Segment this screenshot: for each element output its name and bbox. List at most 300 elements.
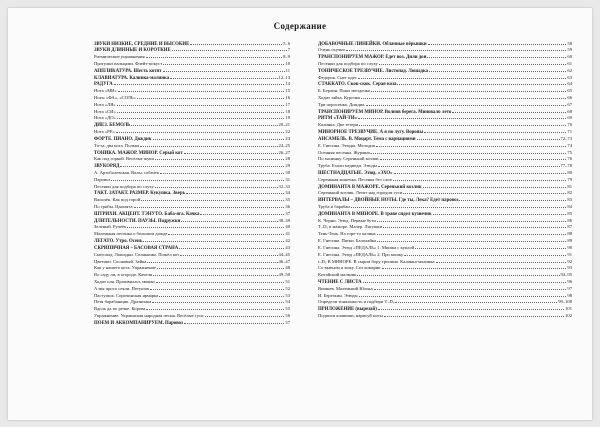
toc-entry <box>94 264 290 271</box>
toc-leader-dots <box>459 196 566 202</box>
toc-entry-title: По грибы. Цыплята <box>94 204 133 209</box>
toc-entry-title: Нота «СИ» <box>94 108 116 114</box>
toc-leader-dots <box>383 223 566 229</box>
toc-entry-page: 14 <box>285 81 290 87</box>
toc-entry-title: Е. Гнесина. Пятки. Балалайка <box>318 238 376 244</box>
toc-entry-page: 88 <box>567 231 572 237</box>
toc-leader-dots <box>120 162 284 168</box>
toc-entry <box>94 277 290 284</box>
toc-entry-title: И. Березкин. Этюды <box>318 292 358 298</box>
toc-entry-page: 35 <box>285 197 290 203</box>
toc-entry-title: СТАККАТО. Скок-скок. Серая коза <box>318 82 397 88</box>
toc-leader-dots <box>428 39 567 45</box>
toc-leader-dots <box>378 305 564 311</box>
toc-leader-dots <box>111 175 284 181</box>
toc-entry-page: 17 <box>285 101 290 107</box>
toc-entry <box>318 209 572 216</box>
toc-entry-title: ДИЕЗ. БЕМОЛЬ <box>94 123 131 129</box>
toc-entry-page: 51 <box>285 278 290 284</box>
toc-leader-dots <box>378 162 560 168</box>
toc-entry-page: 15 <box>285 88 290 94</box>
toc-entry <box>318 53 572 60</box>
toc-entry-title: Труба и барабан <box>318 204 350 209</box>
toc-leader-dots <box>200 209 284 215</box>
toc-entry-title: Паровоз <box>94 176 111 182</box>
toc-entry <box>94 107 290 114</box>
toc-leader-dots <box>159 291 284 297</box>
toc-entry-page: 18 <box>285 108 290 114</box>
toc-leader-dots <box>393 175 567 181</box>
toc-leader-dots <box>160 168 284 174</box>
toc-entry-title: Как у нашего кота. Упражнение <box>94 265 157 271</box>
toc-entry-page: 10 <box>285 60 290 66</box>
toc-entry-title: Маленькая песенка о большом дожде <box>94 231 168 237</box>
toc-entry-title: А мы просо сеяли. Петушок <box>94 285 150 291</box>
toc-entry-page: 43 <box>285 244 290 250</box>
toc-entry-title: Нота «ЛЯ» <box>94 101 116 107</box>
toc-entry-title: Серенькая кошечка. Песенка без слов <box>318 176 392 182</box>
toc-entry-page: 98 <box>567 292 572 298</box>
toc-entry-title: Во саду ли, в огороде. Качели <box>94 272 153 278</box>
toc-entry <box>94 134 290 141</box>
toc-entry-page: 16 <box>285 95 290 100</box>
toc-entry-title: РАДУГА <box>94 82 113 88</box>
toc-entry <box>94 59 290 66</box>
toc-entry-title: А. Артоболевская. Вальс собачек <box>94 169 159 175</box>
toc-leader-dots <box>358 73 567 79</box>
toc-entry-title: Василёк. Как под горой <box>94 197 141 203</box>
toc-leader-dots <box>404 250 566 256</box>
toc-leader-dots <box>361 94 566 100</box>
toc-leader-dots <box>452 107 566 113</box>
toc-entry <box>318 59 572 66</box>
toc-entry-page: 34 <box>285 190 290 196</box>
toc-entry-page: 96 <box>567 278 572 284</box>
toc-entry-page: 87 <box>567 224 572 230</box>
toc-entry-title: Вишнев. Маленький Юлька <box>318 285 373 291</box>
document-page <box>8 8 592 420</box>
toc-entry <box>318 39 572 46</box>
toc-entry-title: ШЕСТНАДЦАТЫЕ. Этюд. «ЭХО» <box>318 170 393 176</box>
toc-entry-title: Нота «МИ» <box>94 88 117 94</box>
toc-leader-dots <box>384 312 564 318</box>
toc-entry <box>94 155 290 162</box>
toc-entry-title: Тень-Тень. На горе-то калина <box>318 231 376 237</box>
toc-leader-dots <box>153 271 277 277</box>
toc-entry-page: 86 <box>567 217 572 223</box>
toc-leader-dots <box>359 291 567 297</box>
toc-entry-page: 63 <box>567 74 572 80</box>
toc-leader-dots <box>168 230 284 236</box>
toc-entry-title: ЧТЕНИЕ С ЛИСТА <box>318 279 362 285</box>
toc-entry <box>318 73 572 80</box>
toc-entry-title: АППЛИКАТУРА. Шесть котят <box>94 68 162 74</box>
toc-entry-page: 66 <box>567 95 572 100</box>
toc-entry-page: 102 <box>565 313 572 318</box>
toc-entry-page: 31 <box>285 176 290 182</box>
toc-entry-page: 92 <box>567 258 572 264</box>
toc-entry-title: Три поросенка. Дождик <box>318 101 365 107</box>
toc-entry-title: Ноты «ФА», «СОЛЬ» <box>94 95 136 100</box>
toc-entry-page: 19 <box>285 115 290 121</box>
toc-entry-page: 61 <box>567 60 572 66</box>
toc-leader-dots <box>156 277 285 283</box>
toc-entry-title: Осенняя песенка. Журавль <box>318 149 371 155</box>
toc-leader-dots <box>179 243 284 249</box>
toc-entry-page: 83 <box>567 197 572 203</box>
toc-entry-title: ЛЕГАТО. Утро. Осень <box>94 239 143 245</box>
toc-entry-title: КЛАВИАТУРА. Калинка-малинка <box>94 75 170 81</box>
toc-entry-title: Е. Гнесина. Этюды. Мелодия <box>318 142 375 148</box>
toc-entry-title: t–D₇ В МИНОРЕ. В сыром бору тропина. Калинка-малинка <box>318 258 435 264</box>
toc-leader-dots <box>140 141 277 147</box>
toc-entry-page: 44–45 <box>278 251 290 257</box>
toc-entry <box>94 230 290 237</box>
toc-entry-page: 99–100 <box>558 299 572 305</box>
toc-entry-page: 40 <box>285 224 290 230</box>
toc-leader-dots <box>403 189 566 195</box>
toc-entry <box>94 271 290 278</box>
toc-entry-title: Петя барабанщик. Дразнилка <box>94 299 152 305</box>
toc-entry <box>318 298 572 305</box>
toc-entry <box>318 155 572 162</box>
toc-leader-dots <box>371 87 567 93</box>
toc-entry-title: ПРИЛОЖЕНИЕ (вырезай) <box>318 307 377 313</box>
toc-leader-dots <box>382 264 567 270</box>
toc-leader-dots <box>424 128 566 134</box>
toc-entry-page: 55 <box>285 306 290 312</box>
toc-entry-page: 37 <box>285 210 290 216</box>
toc-entry-page: 65 <box>567 88 572 94</box>
toc-entry-title: ДОБАВОЧНЫЕ ЛИНЕЙКИ. Облачные пёрышки <box>318 41 427 47</box>
toc-leader-dots <box>157 264 284 270</box>
toc-entry-title: Упражнение. Украинская народная песня. Весёлые гуси <box>94 313 204 318</box>
toc-entry-page: 30 <box>285 169 290 175</box>
toc-leader-dots <box>117 107 285 113</box>
toc-leader-dots <box>141 196 284 202</box>
toc-entry-title: Песенки для подбора по слуху <box>318 60 378 66</box>
toc-entry-page: 70 <box>567 122 572 128</box>
toc-leader-dots <box>377 230 567 236</box>
toc-leader-dots <box>172 46 287 52</box>
toc-entry-page: 64 <box>567 81 572 87</box>
toc-entry-page: 52 <box>285 285 290 291</box>
toc-entry-page: 67 <box>567 101 572 107</box>
toc-entry-title: Нота «РЕ» <box>94 129 115 135</box>
toc-entry-title: Ритмические упражнения <box>94 54 145 60</box>
toc-entry-title: СКРИПИЧНАЯ – БАСОВАЯ СТРАНА <box>94 245 179 251</box>
toc-entry <box>94 203 290 210</box>
toc-entry-title: Калинка. Две тетери <box>318 122 359 128</box>
toc-entry <box>94 223 290 230</box>
toc-entry-title: Та-та, два кота. Полька <box>94 142 140 148</box>
toc-entry-page: 91 <box>567 251 572 257</box>
toc-entry <box>94 162 290 169</box>
toc-entry <box>94 257 290 264</box>
toc-entry-page: 26–27 <box>278 149 290 155</box>
toc-entry-title: ФОРТЕ. ПИАНО. Дождик <box>94 136 152 142</box>
toc-entry <box>94 121 290 128</box>
toc-entry-page: 11 <box>285 67 290 73</box>
toc-leader-dots <box>205 312 285 318</box>
toc-leader-dots <box>163 66 285 72</box>
toc-entry <box>94 182 290 189</box>
toc-entry-page: 38–39 <box>278 217 290 223</box>
toc-entry-title: ТОНИКА. МАЖОР. МИНОР. Серый кот <box>94 150 183 156</box>
toc-entry-page: 89 <box>567 238 572 244</box>
toc-entry-page: 32–33 <box>278 183 290 189</box>
toc-entry <box>318 271 572 278</box>
toc-entry-title: ТОНИЧЕСКОЕ ТРЕЗВУЧИЕ. Листопад. Лошадка <box>318 68 429 74</box>
toc-entry <box>94 175 290 182</box>
toc-leader-dots <box>363 277 567 283</box>
toc-entry-title: ДОМИНАНТА В МАЖОРЕ. Серенький козлик <box>318 184 422 190</box>
toc-leader-dots <box>184 318 284 324</box>
toc-entry-title: ЗВУКИ ДЛИННЫЕ И КОРОТКИЕ <box>94 48 171 54</box>
toc-leader-dots <box>366 100 567 106</box>
toc-leader-dots <box>371 148 566 154</box>
toc-leader-dots <box>146 53 283 59</box>
toc-entry-page: 90 <box>567 244 572 250</box>
toc-entry <box>318 87 572 94</box>
toc-entry-title: МИНОРНОЕ ТРЕЗВУЧИЕ. А я по лугу. Вороны <box>318 130 424 136</box>
toc-leader-dots <box>395 298 557 304</box>
toc-entry-page: 7 <box>287 47 290 53</box>
toc-entry <box>318 223 572 230</box>
toc-entry-title: Как под горкой. Весёлые жуки <box>94 156 154 162</box>
toc-entry-page: 74 <box>567 142 572 148</box>
toc-entry <box>94 87 290 94</box>
toc-entry-title: Зеленый. Ручеёк <box>94 224 127 230</box>
toc-entry <box>318 216 572 223</box>
toc-entry-title: Серенький козлик. Летит над городом гуси <box>318 190 403 196</box>
toc-leader-dots <box>127 223 284 229</box>
toc-leader-dots <box>163 59 284 65</box>
toc-leader-dots <box>147 257 277 263</box>
toc-entry-title: ИНТЕРВАЛЫ – ДВОЙНЫЕ НОТЫ. Где ты, Лека? Едет паровоз <box>318 198 459 204</box>
toc-entry-title: Очень скучно <box>318 47 345 53</box>
toc-leader-dots <box>146 305 284 311</box>
toc-entry <box>94 250 290 257</box>
toc-entry-title: Ходит оля. Прошвилась звонко <box>94 278 155 284</box>
toc-entry <box>94 298 290 305</box>
toc-entry-title: ДОМИНАНТА В МИНОРЕ. В траве сидел кузнечик <box>318 211 432 217</box>
toc-entry-page: 76 <box>567 156 572 162</box>
toc-leader-dots <box>117 114 285 120</box>
toc-left-column <box>94 39 290 325</box>
toc-leader-dots <box>116 128 285 134</box>
toc-entry-page: 20–21 <box>278 122 290 128</box>
toc-entry <box>94 196 290 203</box>
toc-entry-title: Пастушок. Сорочинская ярмарка <box>94 292 159 298</box>
toc-entry-page: 81 <box>567 183 572 189</box>
toc-entry <box>94 94 290 101</box>
toc-entry <box>94 291 290 298</box>
toc-leader-dots <box>423 182 567 188</box>
toc-leader-dots <box>131 121 277 127</box>
toc-entry-page: 79 <box>567 176 572 182</box>
toc-leader-dots <box>184 148 278 154</box>
toc-leader-dots <box>150 284 284 290</box>
toc-entry <box>318 100 572 107</box>
toc-entry <box>318 141 572 148</box>
toc-list-right <box>318 39 572 318</box>
toc-entry-title: ТРАНСПОНИРУЕМ МАЖОР. Едет воз. Дили дон <box>318 55 427 61</box>
toc-entry-page: 84 <box>567 204 572 209</box>
toc-leader-dots <box>357 271 559 277</box>
toc-entry-page: 60 <box>567 54 572 60</box>
toc-entry-title: РИТМ «ТАЙ-ТИ» <box>318 116 358 122</box>
toc-leader-dots <box>351 203 567 209</box>
toc-entry-page: 24–25 <box>278 142 290 148</box>
toc-leader-dots <box>429 66 566 72</box>
toc-entry <box>318 162 572 169</box>
toc-entry <box>318 257 572 264</box>
toc-entry-title: Б. Берлин. Пони звездочка <box>318 88 370 94</box>
toc-entry-title: Подписи клавиши, нарисуй ноты <box>318 313 383 318</box>
toc-entry-page: 41 <box>285 231 290 237</box>
toc-right-column <box>318 39 572 318</box>
toc-entry-page: 56 <box>285 313 290 318</box>
toc-entry-page: 49–50 <box>278 272 290 278</box>
toc-entry <box>318 175 572 182</box>
toc-entry <box>94 39 290 46</box>
toc-entry-title: АНСАМБЛЬ. В. Моцарт. Тема с вариациями <box>318 136 416 142</box>
toc-leader-dots <box>118 87 285 93</box>
toc-entry-title: ТАКТ. ЗАТАКТ. РАЗМЕР. Кукушка. Зверь <box>94 191 186 197</box>
toc-entry <box>318 46 572 53</box>
toc-entry <box>318 291 572 298</box>
toc-list-left <box>94 39 290 325</box>
toc-leader-dots <box>137 94 285 100</box>
toc-leader-dots <box>170 73 277 79</box>
toc-entry <box>318 284 572 291</box>
toc-entry <box>94 312 290 319</box>
toc-entry-title: Песенки для подбора по слуху <box>94 183 154 189</box>
toc-entry-page: 69 <box>567 115 572 121</box>
toc-entry-page: 77–78 <box>560 163 572 169</box>
toc-leader-dots <box>376 141 567 147</box>
toc-entry-title: Е. Гнесина. Этюд «ПЕДАЛЬ» 1. Мишка с куклой <box>318 244 415 250</box>
toc-leader-dots <box>152 298 284 304</box>
toc-leader-dots <box>436 257 567 263</box>
toc-entry-page: 53 <box>285 292 290 298</box>
toc-entry-title: ДЛИТЕЛЬНОСТИ. ПАУЗЫ. Подружки <box>94 218 181 224</box>
toc-entry-page: 46–47 <box>278 258 290 264</box>
toc-entry-page: 62 <box>567 67 572 73</box>
toc-entry <box>94 100 290 107</box>
toc-leader-dots <box>181 216 277 222</box>
toc-entry <box>318 189 572 196</box>
toc-entry-title: ТРАНСПОНИРУЕМ МИНОР. Волнов берега. Миновало лето <box>318 109 452 115</box>
toc-entry-title: Китайский мальчик <box>318 272 357 278</box>
toc-entry-page: 80 <box>567 169 572 175</box>
toc-entry <box>318 148 572 155</box>
toc-entry <box>94 284 290 291</box>
toc-entry-page: 42 <box>285 238 290 244</box>
toc-entry-page: 93 <box>567 265 572 271</box>
toc-entry-title: Цветики. Сосновый. Зайка <box>94 258 147 264</box>
toc-entry-title: По малинку. Серенький козлик <box>318 156 379 162</box>
toc-entry-page: 94–95 <box>560 272 572 278</box>
toc-entry-title: Со вьюном я хожу. Сел комарик <box>318 265 381 271</box>
toc-leader-dots <box>377 237 566 243</box>
toc-leader-dots <box>374 284 567 290</box>
toc-entry <box>318 243 572 250</box>
toc-entry <box>94 168 290 175</box>
toc-entry-page: 5–6 <box>283 40 290 46</box>
toc-entry-page: 23 <box>285 135 290 141</box>
toc-entry-page: 71 <box>567 129 572 135</box>
toc-leader-dots <box>190 39 282 45</box>
toc-entry-page: 48 <box>285 265 290 271</box>
toc-entry-title: ЗВУКИ НИЗКИЕ, СРЕДНИЕ И ВЫСОКИЕ <box>94 41 190 47</box>
toc-entry-page: 72–73 <box>560 135 572 141</box>
toc-entry-page: 82 <box>567 190 572 196</box>
toc-entry <box>94 53 290 60</box>
toc-entry-title: ПОЕМ И АККОМПАНИРУЕМ. Паровоз <box>94 320 183 326</box>
toc-entry <box>318 250 572 257</box>
toc-entry <box>318 264 572 271</box>
toc-entry-title: Федорок. Снег идет <box>318 74 357 80</box>
toc-entry-page: 28 <box>285 156 290 162</box>
toc-entry <box>318 203 572 210</box>
toc-leader-dots <box>380 155 567 161</box>
toc-leader-dots <box>114 80 285 86</box>
toc-entry-page: 59 <box>567 47 572 53</box>
toc-entry <box>318 94 572 101</box>
toc-entry-page: 54 <box>285 299 290 305</box>
toc-entry-title: Прогулки пальцами. Флейт-покуст <box>94 60 163 66</box>
toc-entry <box>318 237 572 244</box>
toc-entry-title: Труба. Ехали медведи. Этюды <box>318 163 377 169</box>
toc-entry-page: 85 <box>567 210 572 216</box>
toc-entry-title: Е. Гнесина. Этюд «ПЕДАЛЬ» 2. Про кошку <box>318 251 404 257</box>
toc-entry-page: 57 <box>285 319 290 325</box>
toc-leader-dots <box>417 134 560 140</box>
toc-leader-dots <box>358 114 566 120</box>
toc-entry-title: ШТРИХИ. АКЦЕНТ. ТЭНУТО. Баба-яга. Качка <box>94 211 200 217</box>
toc-entry-title: Определи тональность и подбери T–D₇ <box>318 299 395 305</box>
toc-leader-dots <box>377 216 567 222</box>
toc-entry <box>94 305 290 312</box>
toc-entry <box>318 121 572 128</box>
toc-leader-dots <box>397 80 566 86</box>
toc-leader-dots <box>155 182 278 188</box>
toc-leader-dots <box>433 209 567 215</box>
toc-entry-title: ЗВУКОРЯД <box>94 164 120 170</box>
toc-leader-dots <box>134 203 285 209</box>
toc-leader-dots <box>186 189 284 195</box>
toc-leader-dots <box>346 46 566 52</box>
toc-entry-title: T–D₇ в мажоре. Малер. Лягушки <box>318 224 383 230</box>
toc-leader-dots <box>117 100 285 106</box>
toc-leader-dots <box>394 168 567 174</box>
toc-entry-page: 75 <box>567 149 572 155</box>
toc-entry-page: 36 <box>285 204 290 209</box>
toc-entry <box>94 80 290 87</box>
toc-entry <box>94 141 290 148</box>
toc-leader-dots <box>180 250 277 256</box>
toc-entry-page: 101 <box>565 306 572 312</box>
toc-entry-title: Снегопад. Лошадки. Солнышко. Пошёл кот <box>94 251 180 257</box>
toc-leader-dots <box>427 53 566 59</box>
toc-entry-page: 29 <box>285 163 290 169</box>
toc-entry-title: К. Черни. Этюд. Первые бути <box>318 217 376 223</box>
toc-entry-page: 8–9 <box>283 54 290 60</box>
toc-entry <box>318 230 572 237</box>
toc-entry-title: Ходит зайка. Курочка <box>318 95 360 100</box>
